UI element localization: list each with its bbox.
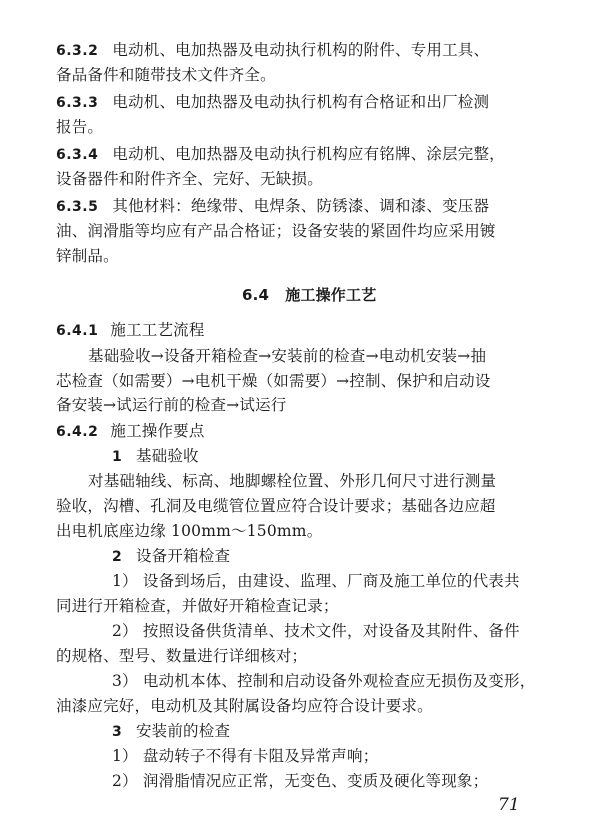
item-text: 电动机、电加热器及电动执行机构应有铭牌、涂层完整， — [112, 145, 505, 163]
process-flow-line-3: 备安装→试运行前的检查→试运行 — [56, 396, 287, 414]
point-3-line-2: 2） 润滑脂情况应正常，无变色、变质及硬化等现象； — [112, 772, 489, 790]
point-number: 3 — [112, 724, 122, 740]
item-title: 施工工艺流程 — [110, 321, 205, 339]
item-number: 6.4.1 — [56, 323, 99, 339]
item-number: 6.3.2 — [56, 43, 99, 59]
item-text: 其他材料：绝缘带、电焊条、防锈漆、调和漆、变压器 — [112, 197, 490, 215]
point-2-line-1: 1） 设备到场后，由建设、监理、厂商及施工单位的代表共 — [112, 572, 520, 590]
point-number: 2 — [112, 549, 122, 565]
item-6-3-2-line-2: 备品备件和随带技术文件齐全。 — [56, 66, 276, 84]
point-title: 设备开箱检查 — [135, 547, 231, 565]
page-number: 71 — [498, 795, 520, 815]
item-number: 6.4.2 — [56, 424, 99, 440]
process-flow-line-1: 基础验收→设备开箱检查→安装前的检查→电动机安装→抽 — [88, 347, 487, 365]
process-flow-line-2: 芯检查（如需要）→电机干燥（如需要）→控制、保护和启动设 — [56, 372, 491, 390]
item-text: 电动机、电加热器及电动执行机构有合格证和出厂检测 — [112, 93, 490, 111]
item-6-3-4-line-1 — [56, 144, 505, 164]
item-6-3-2-line-1 — [56, 40, 489, 60]
point-1-heading — [112, 446, 199, 466]
item-6-3-5-line-1 — [56, 196, 489, 216]
item-text: 电动机、电加热器及电动执行机构的附件、专用工具、 — [112, 41, 490, 59]
item-6-4-1-heading — [56, 320, 205, 340]
item-6-4-2-heading — [56, 421, 205, 441]
section-number: 6.4 — [242, 286, 270, 304]
point-1-line-3: 出电机底座边缘 100mm～150mm。 — [56, 522, 323, 540]
point-3-heading — [112, 721, 230, 741]
point-title: 安装前的检查 — [135, 722, 231, 740]
point-1-line-2: 验收，沟槽、孔洞及电缆管位置应符合设计要求；基础各边应超 — [56, 497, 496, 515]
item-number: 6.3.4 — [56, 147, 99, 163]
point-2-line-5: 3） 电动机本体、控制和启动设备外观检查应无损伤及变形， — [112, 672, 536, 690]
item-title: 施工操作要点 — [110, 422, 205, 440]
point-number: 1 — [112, 449, 122, 465]
item-6-3-3-line-1 — [56, 92, 489, 112]
point-2-line-3: 2） 按照设备供货清单、技术文件，对设备及其附件、备件 — [112, 622, 520, 640]
item-number: 6.3.3 — [56, 95, 99, 111]
item-6-3-4-line-2: 设备器件和附件齐全、完好、无缺损。 — [56, 170, 323, 188]
item-6-3-5-line-2: 油、润滑脂等均应有产品合格证；设备安装的紧固件均应采用镀 — [56, 222, 496, 240]
point-2-line-6: 油漆应完好，电动机及其附属设备均应符合设计要求。 — [56, 697, 433, 715]
point-1-line-1: 对基础轴线、标高、地脚螺栓位置、外形几何尺寸进行测量 — [88, 472, 497, 490]
point-2-line-4: 的规格、型号、数量进行详细核对； — [56, 647, 308, 665]
point-title: 基础验收 — [135, 447, 199, 465]
item-number: 6.3.5 — [56, 199, 99, 215]
item-6-3-5-line-3: 锌制品。 — [56, 247, 119, 265]
section-heading — [242, 285, 376, 305]
point-2-heading — [112, 546, 230, 566]
item-6-3-3-line-2: 报告。 — [56, 118, 104, 136]
point-3-line-1: 1） 盘动转子不得有卡阻及异常声响； — [112, 747, 379, 765]
point-2-line-2: 同进行开箱检查，并做好开箱检查记录； — [56, 597, 339, 615]
section-title: 施工操作工艺 — [285, 286, 377, 304]
